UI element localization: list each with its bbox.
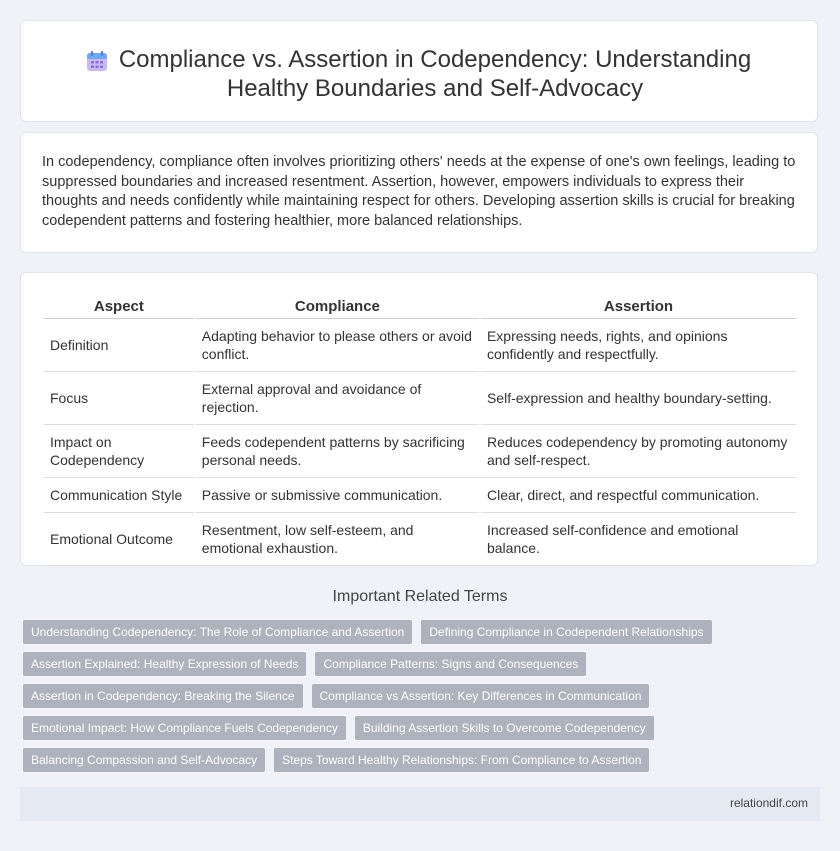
column-header-compliance: Compliance [196, 297, 479, 319]
footer [20, 787, 820, 821]
table-row [44, 513, 796, 566]
related-term-link[interactable]: Defining Compliance in Codependent Relationships [421, 620, 711, 644]
related-term-link[interactable]: Assertion in Codependency: Breaking the Silence [23, 684, 303, 708]
comparison-card [20, 272, 818, 566]
related-terms-heading: Important Related Terms [332, 588, 508, 605]
related-term-link[interactable]: Compliance vs Assertion: Key Differences in Communication [312, 684, 650, 708]
calendar-icon [85, 49, 109, 73]
table-cell-assertion: Reduces codependency by promoting autonomy and self-respect. [481, 425, 796, 478]
table-cell-aspect: Emotional Outcome [44, 513, 194, 566]
table-cell-aspect: Impact on Codependency [44, 425, 194, 478]
tag-row [23, 748, 813, 772]
table-cell-compliance: Passive or submissive communication. [196, 478, 479, 513]
table-row [44, 478, 796, 513]
related-term-link[interactable]: Understanding Codependency: The Role of Compliance and Assertion [23, 620, 412, 644]
related-term-link[interactable]: Emotional Impact: How Compliance Fuels Codependency [23, 716, 346, 740]
intro-paragraph: In codependency, compliance often involves prioritizing others' needs at the expense of one's own feelings, leading to suppressed boundaries and increased resentment. Assertion, however, empowers individuals to express their thoughts and needs confidently while maintaining respect for others. Developing assertion skills is crucial for breaking codependent patterns and fostering healthier, more balanced relationships. [42, 154, 796, 229]
title-wrap [21, 45, 817, 103]
related-term-link[interactable]: Balancing Compassion and Self-Advocacy [23, 748, 265, 772]
tag-row [23, 652, 813, 676]
table-cell-aspect: Focus [44, 372, 194, 425]
table-cell-compliance: Resentment, low self-esteem, and emotional exhaustion. [196, 513, 479, 566]
table-cell-compliance: External approval and avoidance of rejection. [196, 372, 479, 425]
table-cell-assertion: Self-expression and healthy boundary-setting. [481, 372, 796, 425]
page-title: Compliance vs. Assertion in Codependency: Understanding Healthy Boundaries and Self-Advocacy [118, 46, 752, 102]
related-term-link[interactable]: Assertion Explained: Healthy Expression of Needs [23, 652, 306, 676]
tag-row [23, 684, 813, 708]
comparison-table [42, 297, 798, 566]
related-term-link[interactable]: Steps Toward Healthy Relationships: From Compliance to Assertion [274, 748, 649, 772]
column-header-assertion: Assertion [481, 297, 796, 319]
related-term-link[interactable]: Compliance Patterns: Signs and Consequences [315, 652, 586, 676]
table-cell-aspect: Definition [44, 319, 194, 372]
column-header-aspect: Aspect [44, 297, 194, 319]
table-cell-assertion: Increased self-confidence and emotional balance. [481, 513, 796, 566]
table-row [44, 372, 796, 425]
table-header-row [44, 297, 796, 319]
table-row [44, 319, 796, 372]
tag-row [23, 716, 813, 740]
table-cell-assertion: Expressing needs, rights, and opinions confidently and respectfully. [481, 319, 796, 372]
table-cell-assertion: Clear, direct, and respectful communication. [481, 478, 796, 513]
header-card [20, 20, 818, 122]
table-cell-aspect: Communication Style [44, 478, 194, 513]
related-terms-list [23, 620, 813, 780]
intro-card [20, 132, 818, 253]
site-link[interactable]: relationdif.com [729, 796, 808, 810]
table-cell-compliance: Feeds codependent patterns by sacrificing personal needs. [196, 425, 479, 478]
tag-row [23, 620, 813, 644]
related-term-link[interactable]: Building Assertion Skills to Overcome Codependency [355, 716, 654, 740]
table-row [44, 425, 796, 478]
table-cell-compliance: Adapting behavior to please others or avoid conflict. [196, 319, 479, 372]
